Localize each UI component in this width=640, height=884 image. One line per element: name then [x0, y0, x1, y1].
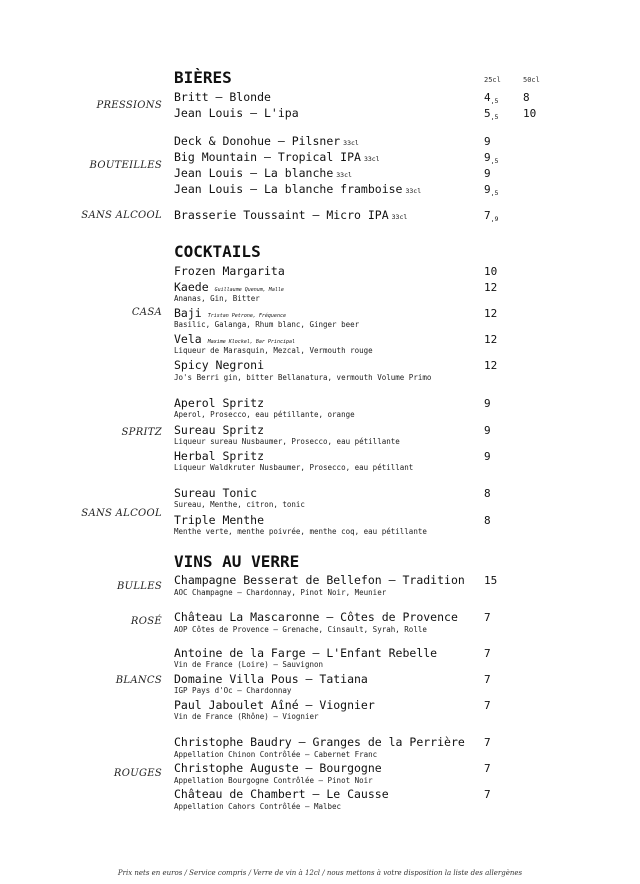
cocktail-item: Vela Maxime Klockel, Bar Principal: [174, 332, 296, 346]
cocktail-description: Sureau, Menthe, citron, tonic: [174, 500, 305, 509]
wine-description: Appellation Bourgogne Contrôlée – Pinot Noir: [174, 776, 373, 785]
group-label-rouges: ROUGES: [113, 768, 162, 779]
price: 9: [484, 424, 491, 437]
price: 12: [484, 359, 498, 372]
price: 12: [484, 281, 498, 294]
wine-description: Appellation Cahors Contrôlée – Malbec: [174, 802, 342, 811]
group-label-pressions: PRESSIONS: [96, 100, 162, 111]
price: 15: [484, 574, 498, 587]
price-25cl: $4_{,5}$: [484, 91, 499, 105]
price: 7: [484, 673, 491, 686]
section-title-vins: VINS AU VERRE: [174, 552, 300, 571]
wine-item: Paul Jaboulet Aîné – Viognier: [174, 698, 375, 712]
cocktail-description: Liqueur de Marasquin, Mezcal, Vermouth rouge: [174, 346, 373, 355]
wine-item: Château La Mascaronne – Côtes de Provence: [174, 610, 458, 624]
price: $7_{,9}$: [484, 209, 499, 223]
cocktail-item: Baji Tristan Petrone, Fréquence: [174, 306, 286, 320]
price: 7: [484, 611, 491, 624]
section-title-cocktails: COCKTAILS: [174, 242, 261, 261]
price: 7: [484, 762, 491, 775]
wine-description: Appellation Chinon Contrôlée – Cabernet Franc: [174, 750, 378, 759]
price: 8: [484, 487, 491, 500]
beer-item: Brasserie Toussaint – Micro IPA 33cl: [174, 208, 408, 222]
cocktail-description: Menthe verte, menthe poivrée, menthe coq, eau pétillante: [174, 527, 427, 536]
wine-description: AOC Champagne – Chardonnay, Pinot Noir, Meunier: [174, 588, 387, 597]
wine-item: Antoine de la Farge – L'Enfant Rebelle: [174, 646, 438, 660]
price-25cl: $5_{,5}$: [484, 107, 499, 121]
wine-description: Vin de France (Loire) – Sauvignon: [174, 660, 324, 669]
cocktail-description: Liqueur sureau Nusbaumer, Prosecco, eau pétillante: [174, 437, 400, 446]
beer-item: Britt – Blonde: [174, 90, 271, 104]
cocktail-description: Jo's Berri gin, bitter Bellanatura, vermouth Volume Primo: [174, 373, 432, 382]
wine-item: Christophe Baudry – Granges de la Perrière: [174, 735, 465, 749]
beer-item: Jean Louis – La blanche framboise 33cl: [174, 182, 422, 196]
cocktail-description: Liqueur Waldkruter Nusbaumer, Prosecco, eau pétillant: [174, 463, 414, 472]
wine-item: Château de Chambert – Le Causse: [174, 787, 389, 801]
price: 9: [484, 450, 491, 463]
column-header-50cl: 50cl: [523, 76, 540, 84]
group-label-sans-alcool-bieres: SANS ALCOOL: [81, 210, 162, 221]
wine-item: Christophe Auguste – Bourgogne: [174, 761, 382, 775]
price: 8: [484, 514, 491, 527]
group-label-rose: ROSÉ: [130, 616, 162, 627]
cocktail-item: Kaede Guillaume Quenum, Malle: [174, 280, 284, 294]
cocktail-item: Aperol Spritz: [174, 396, 265, 410]
price: 9: [484, 167, 491, 180]
group-label-bouteilles: BOUTEILLES: [89, 160, 162, 171]
footer-note: Prix nets en euros / Service compris / Verre de vin à 12cl / nous mettons à votre disposition la liste des allergènes: [117, 869, 523, 877]
section-title-bieres: BIÈRES: [174, 68, 232, 87]
cocktail-item: Sureau Tonic: [174, 486, 258, 500]
group-label-bulles: BULLES: [116, 581, 162, 592]
beer-item: Jean Louis – La blanche 33cl: [174, 166, 352, 180]
price: 7: [484, 699, 491, 712]
price: 10: [484, 265, 498, 278]
wine-item: Domaine Villa Pous – Tatiana: [174, 672, 368, 686]
cocktail-description: Ananas, Gin, Bitter: [174, 294, 260, 303]
price: $9_{,5}$: [484, 183, 499, 197]
price: 12: [484, 333, 498, 346]
price-50cl: 10: [523, 107, 537, 120]
column-header-25cl: 25cl: [484, 76, 501, 84]
wine-description: IGP Pays d'Oc – Chardonnay: [174, 686, 292, 695]
cocktail-item: Frozen Margarita: [174, 264, 285, 278]
beer-item: Jean Louis – L'ipa: [174, 106, 299, 120]
cocktail-item: Sureau Spritz: [174, 423, 265, 437]
price: 12: [484, 307, 498, 320]
cocktail-item: Triple Menthe: [174, 513, 265, 527]
group-label-casa: CASA: [131, 307, 162, 318]
group-label-blancs: BLANCS: [115, 675, 162, 686]
beer-item: Deck & Donohue – Pilsner 33cl: [174, 134, 359, 148]
cocktail-item: Spicy Negroni: [174, 358, 265, 372]
price: 9: [484, 135, 491, 148]
beer-item: Big Mountain – Tropical IPA 33cl: [174, 150, 380, 164]
price: 7: [484, 788, 491, 801]
price: 7: [484, 736, 491, 749]
price: 9: [484, 397, 491, 410]
cocktail-item: Herbal Spritz: [174, 449, 265, 463]
price-50cl: 8: [523, 91, 530, 104]
group-label-sans-alcool-cocktails: SANS ALCOOL: [81, 508, 162, 519]
cocktail-description: Basilic, Galanga, Rhum blanc, Ginger beer: [174, 320, 360, 329]
group-label-spritz: SPRITZ: [121, 427, 162, 438]
wine-description: Vin de France (Rhône) – Viognier: [174, 712, 319, 721]
wine-description: AOP Côtes de Provence – Grenache, Cinsault, Syrah, Rolle: [174, 625, 427, 634]
wine-item: Champagne Besserat de Bellefon – Tradition: [174, 573, 465, 587]
price: $9_{,5}$: [484, 151, 499, 165]
price: 7: [484, 647, 491, 660]
cocktail-description: Aperol, Prosecco, eau pétillante, orange: [174, 410, 355, 419]
